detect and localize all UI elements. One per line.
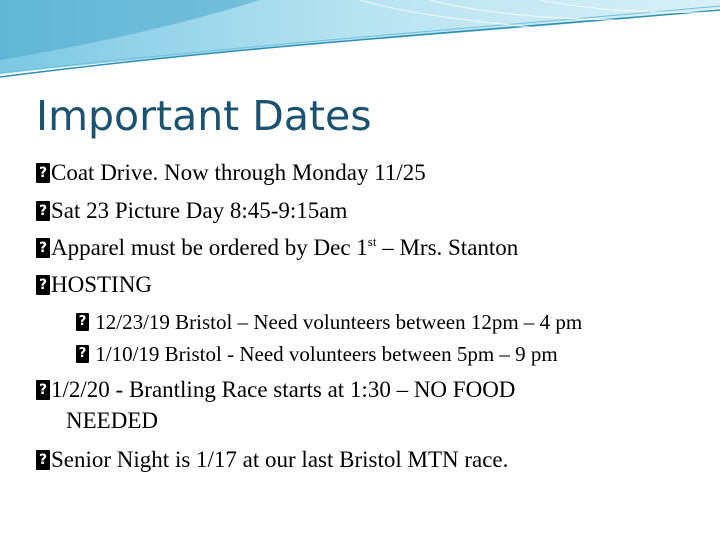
bullet-apparel: ?Apparel must be ordered by Dec 1st – Mrs. Stanton [36, 234, 518, 262]
bullet-senior-night: ?Senior Night is 1/17 at our last Bristol MTN race. [36, 446, 508, 474]
bullet-glyph-icon [36, 201, 50, 221]
bullet-brantling-continued: NEEDED [66, 408, 158, 433]
bullet-glyph-icon [36, 238, 50, 258]
bullet-glyph-icon [36, 380, 50, 400]
sub-bullet-hosting-1: ? 12/23/19 Bristol – Need volunteers between 12pm – 4 pm [76, 309, 582, 335]
bullet-glyph-icon [36, 275, 50, 295]
bullet-coat-drive: ?Coat Drive. Now through Monday 11/25 [36, 159, 426, 187]
bullet-glyph-icon [36, 163, 50, 183]
bullet-glyph-icon [76, 313, 89, 331]
bullet-glyph-icon [36, 450, 50, 470]
bullet-glyph-icon [76, 345, 89, 363]
bullet-picture-day: ?Sat 23 Picture Day 8:45-9:15am [36, 197, 347, 225]
sub-bullet-hosting-2: ? 1/10/19 Bristol - Need volunteers between 5pm – 9 pm [76, 341, 558, 367]
bullet-brantling: ?1/2/20 - Brantling Race starts at 1:30 – NO FOOD [36, 376, 515, 404]
slide-title: Important Dates [36, 92, 372, 140]
bullet-hosting: ?HOSTING [36, 271, 152, 299]
